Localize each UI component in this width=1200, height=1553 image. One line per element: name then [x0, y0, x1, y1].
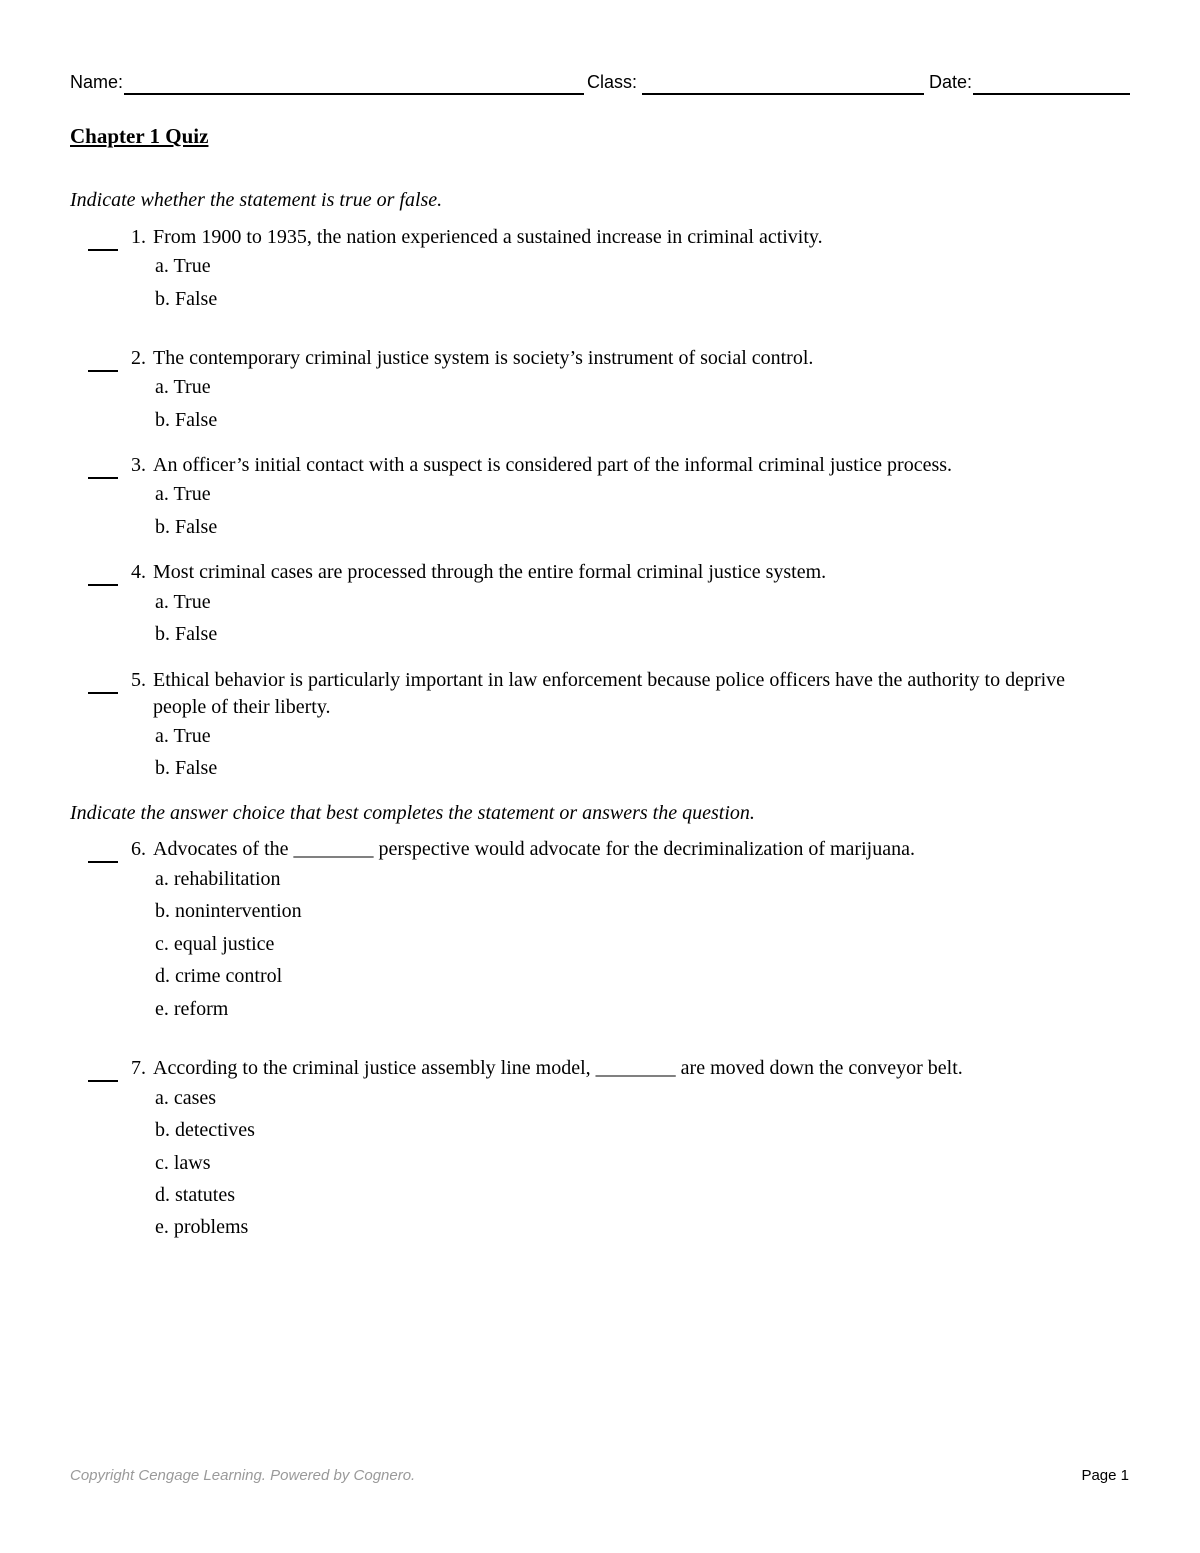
- answer-blank[interactable]: [88, 224, 118, 251]
- section-instruction-multiple-choice: Indicate the answer choice that best completes the statement or answers the question.: [70, 802, 755, 824]
- date-field[interactable]: [973, 93, 1130, 95]
- option: b. False: [155, 623, 218, 645]
- answer-blank[interactable]: [88, 559, 118, 586]
- question-text: Most criminal cases are processed through the entire formal criminal justice system.: [153, 561, 827, 583]
- option: d. crime control: [155, 965, 283, 987]
- question-number: 5.: [131, 669, 146, 691]
- option: b. detectives: [155, 1119, 255, 1141]
- name-label: Name:: [70, 72, 124, 92]
- answer-blank[interactable]: [88, 836, 118, 863]
- option: a. rehabilitation: [155, 868, 281, 890]
- class-field[interactable]: [642, 93, 924, 95]
- answer-blank[interactable]: [88, 667, 118, 694]
- question-number: 2.: [131, 347, 146, 369]
- question-text: Ethical behavior is particularly important in law enforcement because police officers have the authority to deprive people of their liberty.: [153, 669, 1066, 718]
- answer-blank[interactable]: [88, 345, 118, 372]
- question-number: 3.: [131, 454, 146, 476]
- question-number: 6.: [131, 838, 146, 860]
- answer-blank[interactable]: [88, 1055, 118, 1082]
- option: c. laws: [155, 1152, 211, 1174]
- option: b. False: [155, 516, 218, 538]
- option: a. True: [155, 483, 211, 505]
- question-number: 4.: [131, 561, 146, 583]
- option: a. True: [155, 255, 211, 277]
- option: c. equal justice: [155, 933, 275, 955]
- option: b. nonintervention: [155, 900, 302, 922]
- question-text: An officer’s initial contact with a suspect is considered part of the informal criminal justice process.: [153, 454, 953, 476]
- question-number: 1.: [131, 226, 146, 248]
- option: e. problems: [155, 1216, 249, 1238]
- question-text: The contemporary criminal justice system is society’s instrument of social control.: [153, 347, 814, 369]
- question-text: From 1900 to 1935, the nation experienced a sustained increase in criminal activity.: [153, 226, 823, 248]
- section-instruction-true-false: Indicate whether the statement is true or false.: [70, 189, 443, 211]
- question-number: 7.: [131, 1057, 146, 1079]
- answer-blank[interactable]: [88, 452, 118, 479]
- option: a. True: [155, 591, 211, 613]
- option: a. True: [155, 376, 211, 398]
- class-label: Class:: [587, 72, 638, 92]
- question-text: Advocates of the ________ perspective would advocate for the decriminalization of marijuana.: [153, 838, 915, 860]
- question-text: According to the criminal justice assembly line model, ________ are moved down the conveyor belt.: [153, 1057, 963, 1079]
- page-number: Page 1: [1081, 1467, 1129, 1484]
- option: a. cases: [155, 1087, 217, 1109]
- date-label: Date:: [929, 72, 973, 92]
- quiz-title: Chapter 1 Quiz: [70, 124, 209, 148]
- option: b. False: [155, 757, 218, 779]
- option: b. False: [155, 288, 218, 310]
- option: a. True: [155, 725, 211, 747]
- name-field[interactable]: [124, 93, 584, 95]
- option: b. False: [155, 409, 218, 431]
- student-info-header: [70, 72, 1130, 96]
- option: d. statutes: [155, 1184, 235, 1206]
- option: e. reform: [155, 998, 229, 1020]
- copyright-notice: Copyright Cengage Learning. Powered by Cognero.: [70, 1467, 416, 1484]
